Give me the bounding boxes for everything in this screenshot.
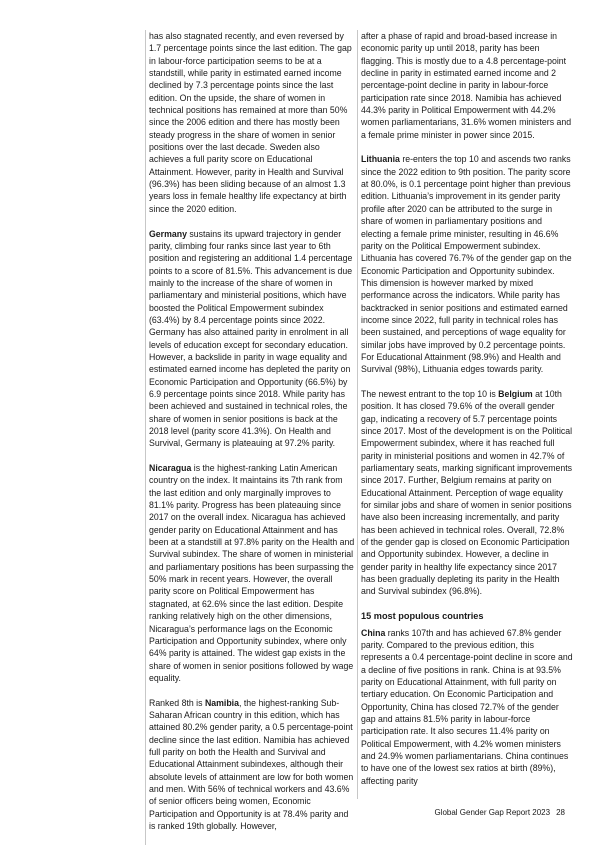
paragraph-germany: Germany sustains its upward trajectory in gender parity, climbing four ranks since last year to 6th position and registering an additional 1.4 percentage points to a score of 81.5%. This advancement is due mainly to the increase of the share of women in parliamentary and ministerial positions, which have boosted the Political Empowerment subindex (63.4%) by 8.4 percentage points since 2022. Germany has also attained parity in enrolment in all levels of education except for secondary education. However, a backslide in parity in wage equality and estimated earned income has depleted the parity on Economic Participation and Opportunity (66.5%) by 6.9 percentage points since 2018. While parity has been achieved and sustained in technical roles, the share of women in senior positions is back at the 2018 level (parity score 41.3%). On Health and Survival, Germany is plateauing at 97.2% parity. [149, 228, 353, 449]
country-name-nicaragua: Nicaragua [149, 463, 192, 474]
paragraph-sweden: has also stagnated recently, and even reversed by 1.7 percentage points since the last edition. The gap in labour-force participation seems to be at a standstill, while parity in estimated earned income declined by 7.3 percentage points since the last edition. On the upside, the share of women in technical positions has remained at more than 50% since the 2006 edition and there has mostly been steady progress in the share of women in senior positions over the last decade. Sweden also achieves a full parity score on Educational Attainment. However, parity in Health and Survival (96.3%) has been sliding because of an almost 1.3 years loss in female healthy life expectancy at birth since the 2020 edition. [149, 31, 352, 214]
country-name-lithuania: Lithuania [361, 154, 400, 165]
paragraph-namibia: Ranked 8th is Namibia, the highest-ranking Sub-Saharan African country in this edition, which has attained 80.2% gender parity, a 0.5 percentage-point decline since the last edition. Namibia has achieved full parity on both the Health and Survival and Educational Attainment subindexes, although their absolute levels of attainment are low for both women and men. With 56% of technical workers and 43.6% of senior officers being women, Economic Participation and Opportunity is at 78.4% parity and is ranked 19th globally. However, [149, 697, 354, 831]
paragraph-lithuania: Lithuania re-enters the top 10 and ascends two ranks since the 2022 edition to 9th position. The parity score at 80.0%, is 0.1 percentage point higher than previous edition. Lithuania’s improvement in its gender parity profile after 2020 can be attributed to the surge in share of women in parliamentary positions and electing a female prime minister, resulting in 46.6% parity on the Political Empowerment subindex. Lithuania has covered 76.7% of the gender gap on the Economic Participation and Opportunity subindex. This dimension is however marked by mixed performance across the indicators. While parity has backtracked in senior positions and estimated earned income since 2022, full parity in technical roles has been sustained, and perceptions of wage equality for similar jobs have improved by 0.2 percentage points. For Educational Attainment (98.9%) and Health and Survival (98%), Lithuania edges towards parity. [361, 154, 572, 375]
country-name-china: China [361, 627, 386, 638]
paragraph-namibia-cont: after a phase of rapid and broad-based increase in economic parity up until 2018, parity has been flagging. This is mostly due to a 4.8 percentage-point decline in parity in estimated earned income and 2 percentage-point decline in parity in labour-force participation rate since 2018. Namibia has achieved 44.3% parity in Political Empowerment with 44.2% women parliamentarians, 31.6% women ministers and a female prime minister in power since 2015. [361, 31, 572, 140]
page-footer [434, 808, 565, 817]
paragraph-nicaragua: Nicaragua is the highest-ranking Latin American country on the index. It maintains its 7th rank from the last edition and only marginally improves to 81.1% parity. Progress has been plateauing since 2017 on the overall index. Nicaragua has achieved gender parity on Educational Attainment and has been at a standstill at 97.8% parity on the Health and Survival subindex. The share of women in ministerial and parliamentary positions has been surpassing the 50% mark in recent years. However, the overall parity score on Political Empowerment has stagnated, at 62.6% since the last edition. Despite ranking relatively high on the other dimensions, Nicaragua’s performance lags on the Economic Participation and Opportunity subindex, where only 64% parity is attained. The widest gap exists in the share of women in senior positions followed by wage equality. [149, 463, 355, 683]
country-name-belgium: Belgium [498, 388, 533, 399]
country-name-namibia: Namibia [204, 697, 239, 708]
section-heading: 15 most populous countries [361, 611, 484, 622]
report-title: Global Gender Gap Report 2023 [434, 808, 551, 817]
paragraph-belgium: The newest entrant to the top 10 is Belgium at 10th position. It has closed 79.6% of the overall gender gap, indicating a recovery of 5.7 percentage points since 2017. Most of the development is on the Political Empowerment subindex, where it has reached full parity in ministerial positions and women in 42.7% of parliamentary seats, marking significant improvements since 2017. Further, Belgium remains at parity on Educational Attainment. Perception of wage equality for similar jobs and share of women in senior positions have also been increasing incrementally, and parity has been achieved in technical roles. Overall, 72.8% of the gender gap is closed on Economic Participation and Opportunity subindex. However, a decline in gender parity in healthy life expectancy since 2017 has been gradually depleting its parity in the Health and Survival subindex (96.8%). [361, 388, 573, 597]
country-name-germany: Germany [149, 228, 187, 239]
left-column [145, 30, 355, 845]
paragraph-china: China ranks 107th and has achieved 67.8% gender parity. Compared to the previous edition, this represents a 0.4 percentage-point decline in score and a decline of five positions in rank. China is at 93.5% parity on Educational Attainment, with full parity on tertiary education. On Economic Participation and Opportunity, China has closed 72.7% of the gender gap and attains 81.5% parity in labour-force participation rate. It also secures 11.4% parity on Political Empowerment, with 4.2% women ministers and 24.9% women parliamentarians. China continues to have one of the lowest sex ratios at birth (89%), affecting parity [361, 627, 573, 786]
right-column [357, 30, 573, 799]
page-number: 28 [556, 808, 565, 817]
